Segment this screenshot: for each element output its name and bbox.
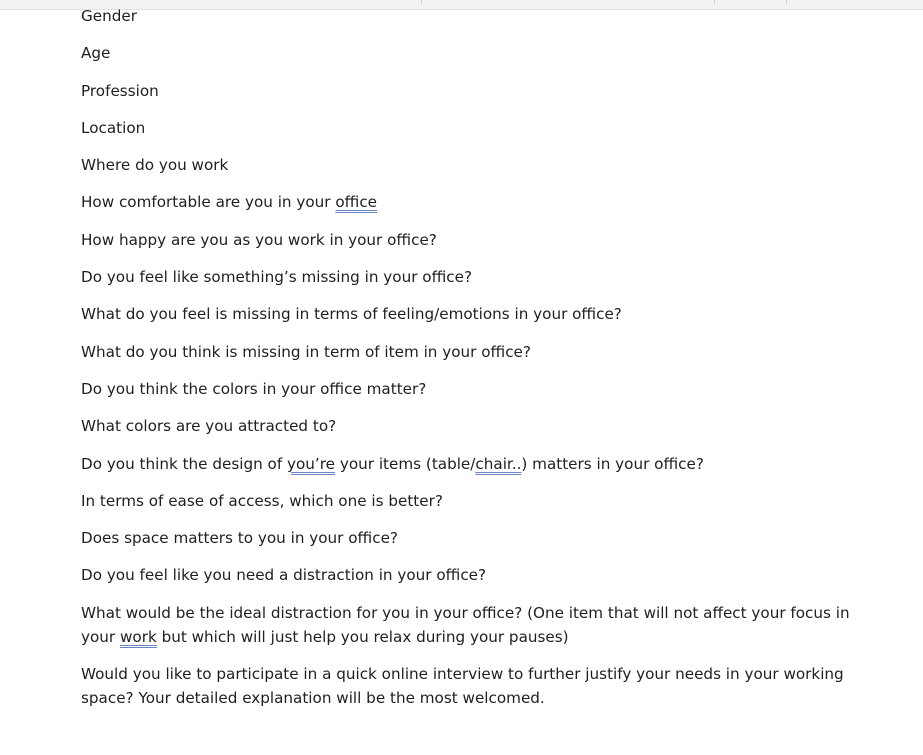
question-ideal-distraction[interactable] (81, 601, 861, 649)
question-missing-items[interactable]: What do you think is missing in term of item in your office? (81, 342, 531, 361)
question-gender[interactable]: Gender (81, 7, 137, 25)
question-age[interactable]: Age (81, 44, 111, 63)
question-where-work[interactable]: Where do you work (81, 156, 229, 175)
question-design[interactable] (81, 452, 861, 476)
grammar-flag-work[interactable]: work (119, 627, 157, 646)
question-ideal-text-1: What would be the ideal distraction for you in your office? (One item that will not affect your focus in your (81, 603, 850, 646)
question-ideal-text-2: but which will just help you relax during your pauses) (156, 627, 569, 646)
question-space[interactable]: Does space matters to you in your office? (81, 529, 398, 548)
question-design-text-2: your items (table/ (335, 454, 476, 473)
question-missing-feelings[interactable]: What do you feel is missing in terms of feeling/emotions in your office? (81, 305, 622, 324)
question-happiness[interactable]: How happy are you as you work in your office? (81, 230, 437, 249)
question-ease-access[interactable]: In terms of ease of access, which one is better? (81, 491, 443, 510)
question-colors-attracted[interactable]: What colors are you attracted to? (81, 417, 337, 436)
question-interview[interactable]: Would you like to participate in a quick online interview to further justify your needs in your working space? Your detailed explanation will be the most welcomed. (81, 665, 844, 708)
question-comfort-text: How comfortable are you in your (81, 193, 336, 212)
question-design-text-3: ) matters in your office? (521, 454, 704, 473)
question-design-text-1: Do you think the design of (81, 454, 288, 473)
question-location[interactable]: Location (81, 118, 146, 137)
question-profession[interactable]: Profession (81, 81, 159, 100)
grammar-flag-chair[interactable]: chair.. (475, 454, 522, 473)
question-distraction-need[interactable]: Do you feel like you need a distraction in your office? (81, 566, 487, 585)
document-body[interactable] (81, 4, 861, 710)
question-colors-matter[interactable]: Do you think the colors in your office matter? (81, 379, 427, 398)
grammar-flag-youre[interactable]: you’re (287, 454, 336, 473)
question-comfort[interactable] (81, 190, 861, 214)
question-missing[interactable]: Do you feel like something’s missing in your office? (81, 268, 473, 287)
spelling-flag-office[interactable]: office (335, 193, 378, 212)
